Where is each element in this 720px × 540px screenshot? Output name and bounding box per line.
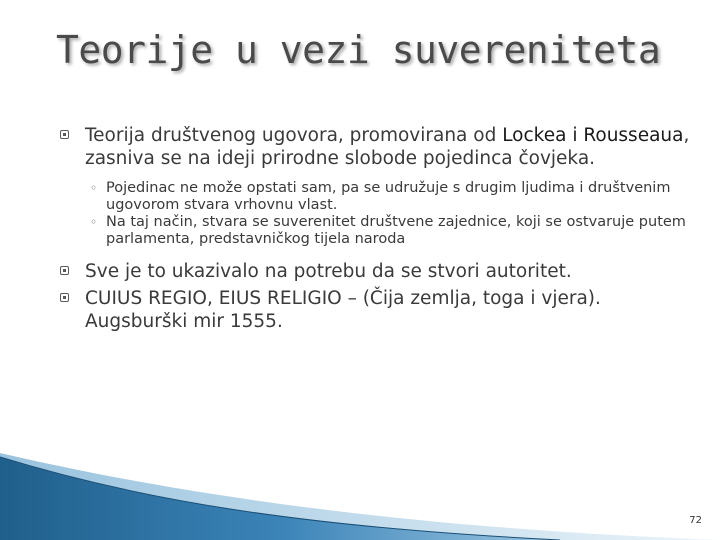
square-bullet-icon [60,266,69,275]
slide-title: Teorije u vezi suvereniteta [56,28,661,72]
bullet-item [60,260,700,283]
sub-bullet-text: Na taj način, stvara se suverenitet društvene zajednice, koji se ostvaruje putem parlamenta, predstavničkog tijela naroda [106,214,686,247]
slide-content [60,124,700,337]
sub-bullet-item [90,180,700,214]
page-number: 72 [689,515,702,526]
sub-bullet-text: Pojedinac ne može opstati sam, pa se udružuje s drugim ljudima i društvenim ugovorom stvara vrhovnu vlast. [106,180,671,213]
bullet-item [60,287,700,333]
circle-bullet-icon: ◦ [90,215,98,229]
footer-decoration [0,445,720,540]
circle-bullet-icon: ◦ [90,181,98,195]
bullet-text: CUIUS REGIO, EIUS RELIGIO – (Čija zemlja, toga i vjera). Augsburški mir 1555. [85,288,601,332]
square-bullet-icon [60,293,69,302]
bullet-text: Sve je to ukazivalo na potrebu da se stvori autoritet. [85,261,572,282]
sub-bullet-item [90,214,700,248]
bullet-item [60,124,700,170]
bullet-text: , zasniva se na ideji prirodne slobode pojedinca čovjeka. [85,125,690,169]
sub-bullet-list [90,180,700,248]
bullet-text: Teorija društvenog ugovora, promovirana od [85,125,503,146]
square-bullet-icon [60,130,69,139]
bullet-highlight: Lockea i Rousseaua [502,125,684,146]
